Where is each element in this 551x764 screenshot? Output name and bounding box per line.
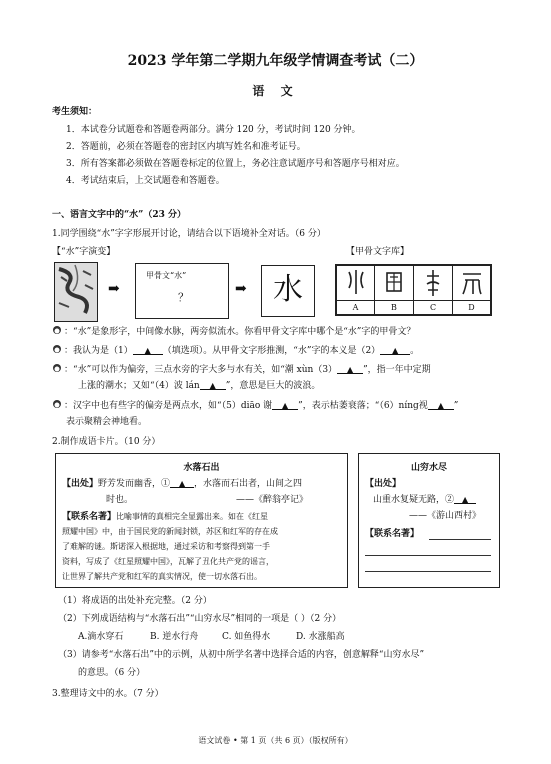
notice-item: 2．答题前，必须在答题卷的密封区内填写姓名和准考证号。	[66, 142, 306, 152]
source-text: 野芳发而幽香，	[98, 479, 162, 489]
oracle-option-c: C	[413, 300, 453, 315]
card-title: 山穷水尽	[410, 463, 447, 473]
question-3: 3.整理诗文中的水。（7 分）	[52, 689, 164, 699]
dialog-line-4b: 表示聚精会神地看。	[66, 417, 148, 427]
oracle-box-question: ？	[178, 291, 189, 304]
answer-blank-6[interactable]	[428, 400, 454, 410]
option-b: B. 逆水行舟	[150, 632, 199, 642]
dialog-text: （填选项）。从甲骨文字形推测，“水”字的本义是（2）	[162, 346, 381, 356]
blank-mark: ▲	[144, 346, 151, 355]
fame-text: 照耀中国》中，由于国民党的新闻封锁，苏区和红军的存在成	[62, 527, 278, 536]
dialog-text: 。	[410, 346, 420, 356]
q2-sub-3-cont: 的意思。（6 分）	[78, 668, 146, 678]
card-source-line	[62, 478, 302, 490]
oracle-option-b: B	[374, 300, 414, 315]
q2-sub-3: （3）请参考“水落石出”中的示例，从初中所学名著中选择合适的内容，创意解释“山穷水尽”	[58, 650, 425, 660]
notice-item: 4．考试结束后，上交试题卷和答题卷。	[66, 176, 225, 186]
student-head-icon	[52, 325, 62, 335]
card2-source-line	[373, 494, 476, 506]
fame-line	[62, 511, 268, 523]
answer-blank-5[interactable]	[272, 400, 298, 410]
answer-line[interactable]	[365, 571, 491, 572]
idiom-card-2	[358, 453, 500, 588]
notice-item: 3．所有答案都必须做在答题卷标定的位置上，务必注意试题序号和答题序号相对应。	[66, 159, 405, 169]
q2-sub-1: （1）将成语的出处补充完整。（2 分）	[58, 596, 212, 606]
oracle-table	[335, 264, 492, 316]
blank-mark: ▲	[178, 479, 186, 488]
question-2: 2.制作成语卡片。（10 分）	[52, 437, 161, 447]
fame-text: 了难解的谜。斯诺深入根据地，通过采访和考察得到第一手	[62, 542, 270, 551]
oracle-glyph-c	[413, 265, 453, 301]
evolution-label: 【“水”字演变】	[52, 247, 116, 257]
option-a: A.滴水穿石	[78, 632, 124, 642]
student-head-icon	[52, 399, 62, 409]
arrow-right-icon: ➡	[108, 281, 120, 297]
oracle-option-a: A	[336, 300, 375, 315]
fame-text: 比喻事情的真相完全显露出来。如在《红星	[116, 512, 269, 521]
card-title: 水落石出	[183, 463, 220, 473]
fame-text: 资料，写成了《红星照耀中国》，瓦解了丑化共产党的谣言，	[62, 557, 274, 566]
dialog-line-3	[52, 363, 431, 376]
dialog-line-1	[52, 325, 415, 338]
dialog-text: ”，指一年中定期	[363, 365, 431, 375]
blank-number: ②	[445, 495, 455, 505]
source-text: 山重水复疑无路，	[373, 495, 446, 505]
blank-number: ①	[161, 479, 171, 489]
fame-label: 【联系名著】	[365, 529, 420, 539]
blank-mark: ▲	[346, 365, 354, 374]
blank-mark: ▲	[282, 401, 289, 410]
notice-heading: 考生须知：	[52, 107, 98, 117]
page-footer: 语文试卷 • 第 1 页（共 6 页）（版权所有）	[198, 736, 353, 745]
stone-inscription-image	[54, 262, 98, 322]
source-text-cont: 时也。	[106, 495, 134, 505]
modern-char: 水	[273, 272, 303, 307]
answer-blank-card2[interactable]	[454, 494, 476, 504]
oracle-water-box	[135, 263, 229, 319]
student-head-icon	[52, 363, 62, 373]
answer-line[interactable]	[365, 555, 491, 556]
fame-label: 【联系名著】	[62, 512, 117, 522]
blank-mark: ▲	[392, 346, 399, 355]
subject-title: 语 文	[252, 84, 299, 98]
oracle-glyph-a	[336, 265, 375, 301]
dialog-text: ：“水”可以作为偏旁，三点水旁的字大多与水有关，如“潮 xùn（3）	[64, 365, 338, 375]
oracle-library-label: 【甲骨文字库】	[346, 247, 410, 257]
dialog-line-2	[52, 344, 419, 357]
exam-title: 2023 学年第二学期九年级学情调查考试（二）	[127, 53, 424, 69]
dialog-text: ：汉字中也有些字的偏旁是两点水，如“（5）diāo 谢	[64, 401, 273, 411]
idiom-card-1	[55, 453, 348, 588]
answer-line[interactable]	[429, 539, 491, 540]
arrow-right-icon: ➡	[235, 281, 247, 297]
dialog-text: ”	[453, 401, 459, 411]
notice-item: 1．本试卷分试题卷和答题卷两部分。满分 120 分，考试时间 120 分钟。	[66, 125, 361, 135]
option-c: C. 如鱼得水	[222, 632, 271, 642]
q2-sub-2: （2）下列成语结构与“水落石出”“山穷水尽”相同的一项是（ ）（2 分）	[58, 614, 342, 624]
source-ref: ——《醉翁亭记》	[236, 495, 309, 505]
dialog-text: ：“水”是象形字，中间像水脉，两旁似流水。你看甲骨文字库中哪个是“水”字的甲骨文？	[64, 327, 416, 337]
section-heading: 一、语言文字中的“水”（23 分）	[52, 210, 187, 220]
source-ref: ——《游山西村》	[409, 511, 482, 521]
oracle-option-d: D	[452, 300, 491, 315]
answer-blank-3[interactable]	[337, 364, 363, 374]
oracle-glyph-b	[374, 265, 414, 301]
answer-blank-2[interactable]	[380, 345, 410, 355]
dialog-line-3b	[78, 380, 320, 392]
answer-blank-1[interactable]	[133, 345, 163, 355]
oracle-glyph-d	[452, 265, 491, 301]
option-d: D. 水涨船高	[296, 632, 345, 642]
blank-mark: ▲	[209, 381, 216, 390]
dialog-text: ”，意思是巨大的波浪。	[225, 381, 321, 391]
source-label: 【出处】	[365, 479, 402, 489]
dialog-text: ：我认为是（1）	[64, 346, 133, 356]
dialog-text: 上涨的潮水；又如“（4）波 lán	[78, 381, 200, 391]
blank-mark: ▲	[437, 401, 444, 410]
dialog-text: ”，表示枯萎衰落；“（6）níng视	[298, 401, 428, 411]
dialog-line-4	[52, 399, 458, 412]
answer-blank-4[interactable]	[200, 380, 226, 390]
oracle-box-label: 甲骨文“水”	[146, 271, 187, 280]
source-label: 【出处】	[62, 479, 99, 489]
answer-blank-card1[interactable]	[170, 478, 194, 488]
blank-mark: ▲	[461, 495, 469, 504]
student-head-icon	[52, 344, 62, 354]
question-1: 1.同学围绕“水”字字形展开讨论，请结合以下语境补全对话。（6 分）	[52, 229, 326, 239]
fame-text: 让世界了解共产党和红军的真实情况，使一切水落石出。	[62, 572, 262, 581]
modern-char-box	[261, 265, 315, 317]
source-text: ，水落而石出者，山间之四	[194, 479, 303, 489]
